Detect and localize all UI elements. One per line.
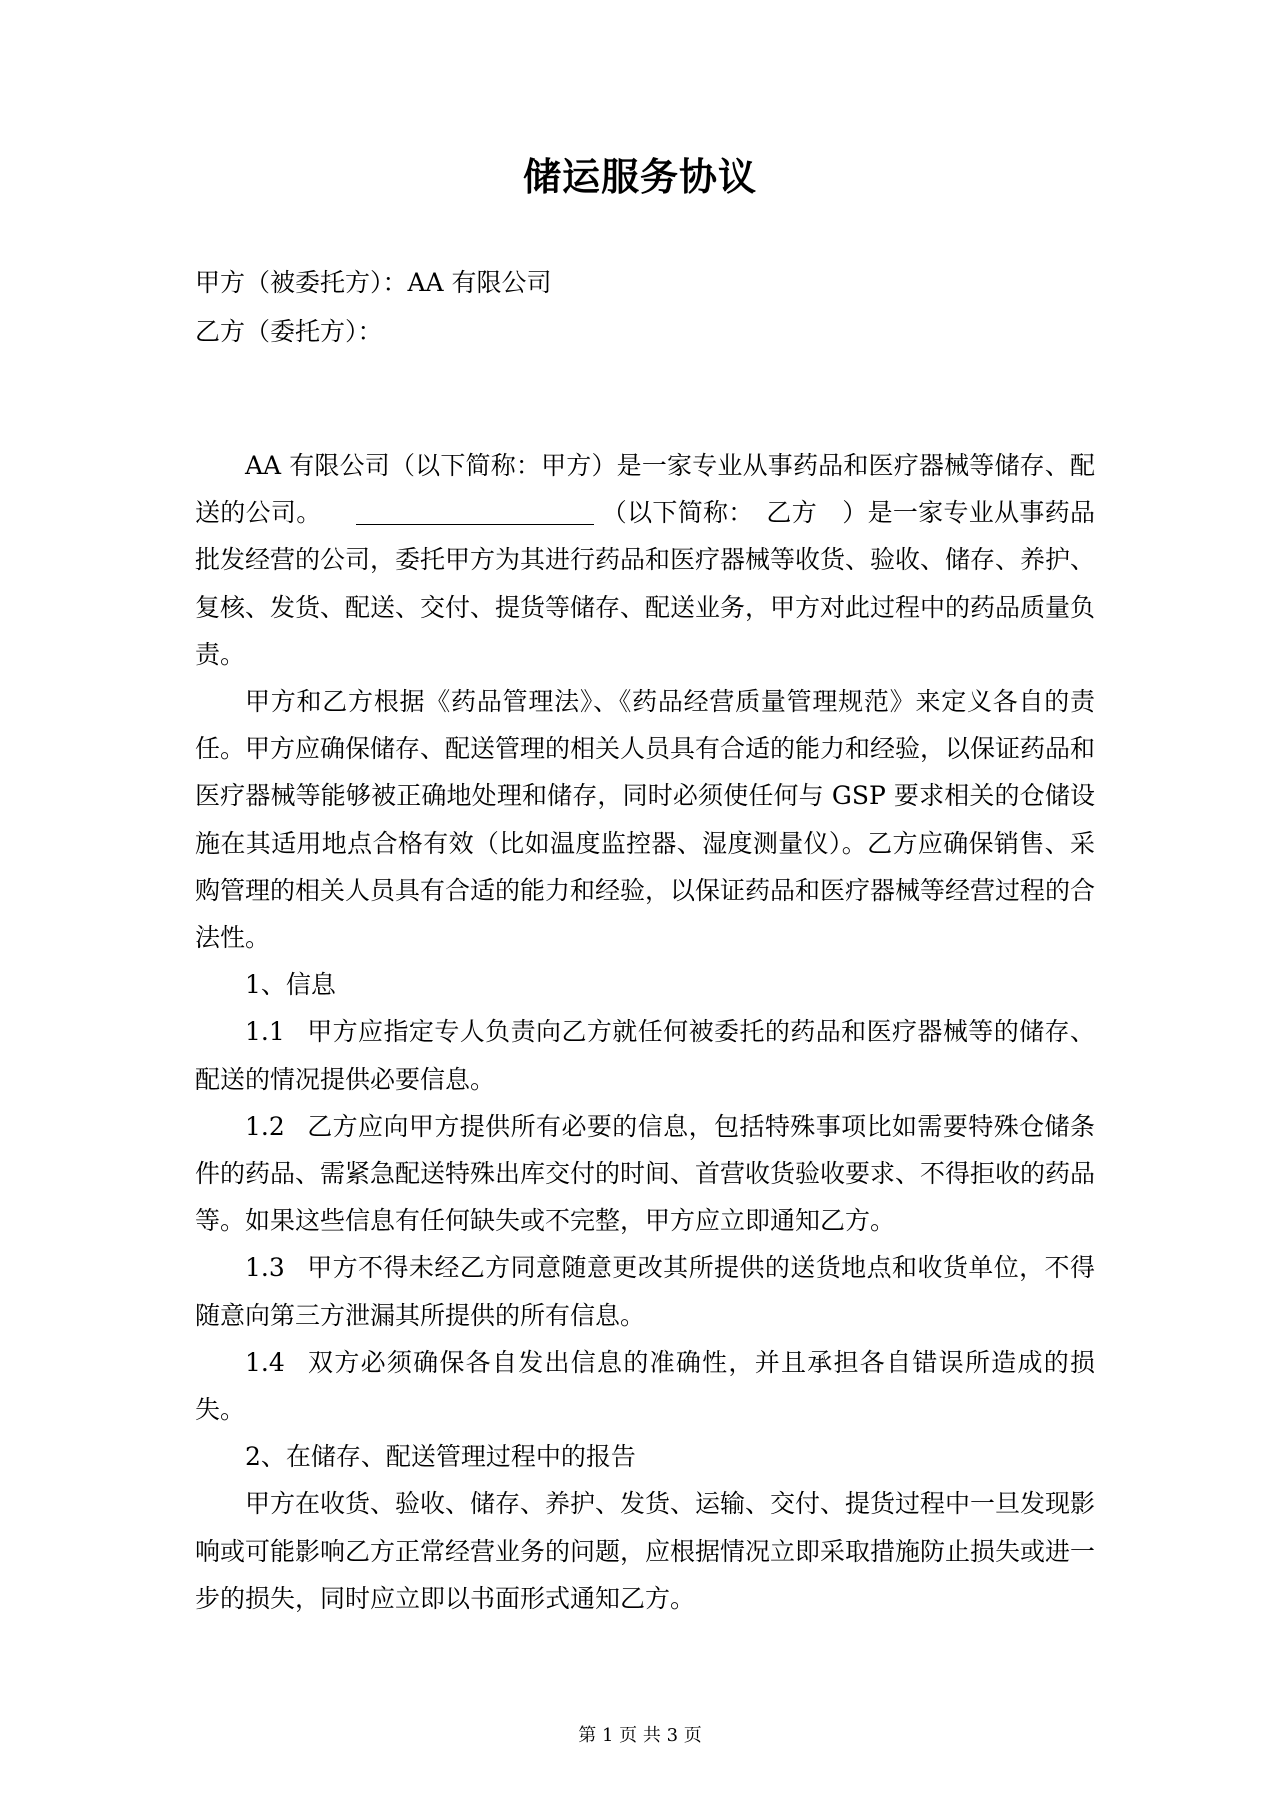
section-2-paragraph: 甲方在收货、验收、储存、养护、发货、运输、交付、提货过程中一旦发现影响或可能影响乙方正常经营业务的问题，应根据情况立即采取措施防止损失或进一步的损失，同时应立即以书面形式通知乙方。 (195, 1489, 1096, 1613)
clause-1-1 (195, 1008, 1095, 1102)
clause-number: 1.4 (245, 1347, 285, 1377)
clause-text: 甲方应指定专人负责向乙方就任何被委托的药品和医疗器械等的储存、配送的情况提供必要信息。 (195, 1017, 1095, 1094)
section-1-heading: 1、信息 (245, 970, 336, 1000)
party-b-line: 乙方（委托方）： (195, 317, 383, 346)
clause-text: 双方必须确保各自发出信息的准确性，并且承担各自错误所造成的损失。 (195, 1347, 1095, 1425)
clause-number: 1.1 (245, 1017, 285, 1047)
clause-1-3 (195, 1244, 1095, 1338)
document-title: 储运服务协议 (522, 154, 757, 199)
clause-text: 乙方应向甲方提供所有必要的信息，包括特殊事项比如需要特殊仓储条件的药品、需紧急配送特殊出库交付的时间、首营收货验收要求、不得拒收的药品等。如果这些信息有任何缺失或不完整，甲方应立即通知乙方。 (195, 1111, 1096, 1236)
document-body (195, 442, 1095, 1622)
page-footer: 第 1 页 共 3 页 (578, 1725, 702, 1746)
clause-1-4 (195, 1339, 1095, 1433)
section-2-heading: 2、在储存、配送管理过程中的报告 (245, 1442, 636, 1472)
clause-number: 1.3 (245, 1253, 285, 1283)
responsibility-paragraph: 甲方和乙方根据《药品管理法》、《药品经营质量管理规范》来定义各自的责任。甲方应确保储存、配送管理的相关人员具有合适的能力和经验，以保证药品和医疗器械等能够被正确地处理和储存，同时必须使任何与 GSP 要求相关的仓储设施在其适用地点合格有效（比如温度监控器、湿度测量仪）。乙方应确保销售、采购管理的相关人员具有合适的能力和经验，以保证药品和医疗器械等经营过程的合法性。 (195, 687, 1096, 953)
party-b-name-blank (356, 498, 594, 525)
party-a-line: 甲方（被委托方）：AA 有限公司 (195, 268, 552, 297)
intro-part-1: AA 有限公司（以下简称：甲方）是一家专业从事药品和医疗器械等储存、配送的公司。 (195, 451, 1095, 528)
intro-paragraph (195, 442, 1095, 678)
clause-number: 1.2 (245, 1111, 285, 1141)
clause-1-2 (195, 1103, 1095, 1245)
clause-text: 甲方不得未经乙方同意随意更改其所提供的送货地点和收货单位，不得随意向第三方泄漏其所提供的所有信息。 (195, 1253, 1095, 1330)
intro-part-2: （以下简称： 乙方 ）是一家专业从事药品批发经营的公司，委托甲方为其进行药品和医疗器械等收货、验收、储存、养护、复核、发货、配送、交付、提货等储存、配送业务，甲方对此过程中的药品质量负责。 (195, 498, 1096, 669)
